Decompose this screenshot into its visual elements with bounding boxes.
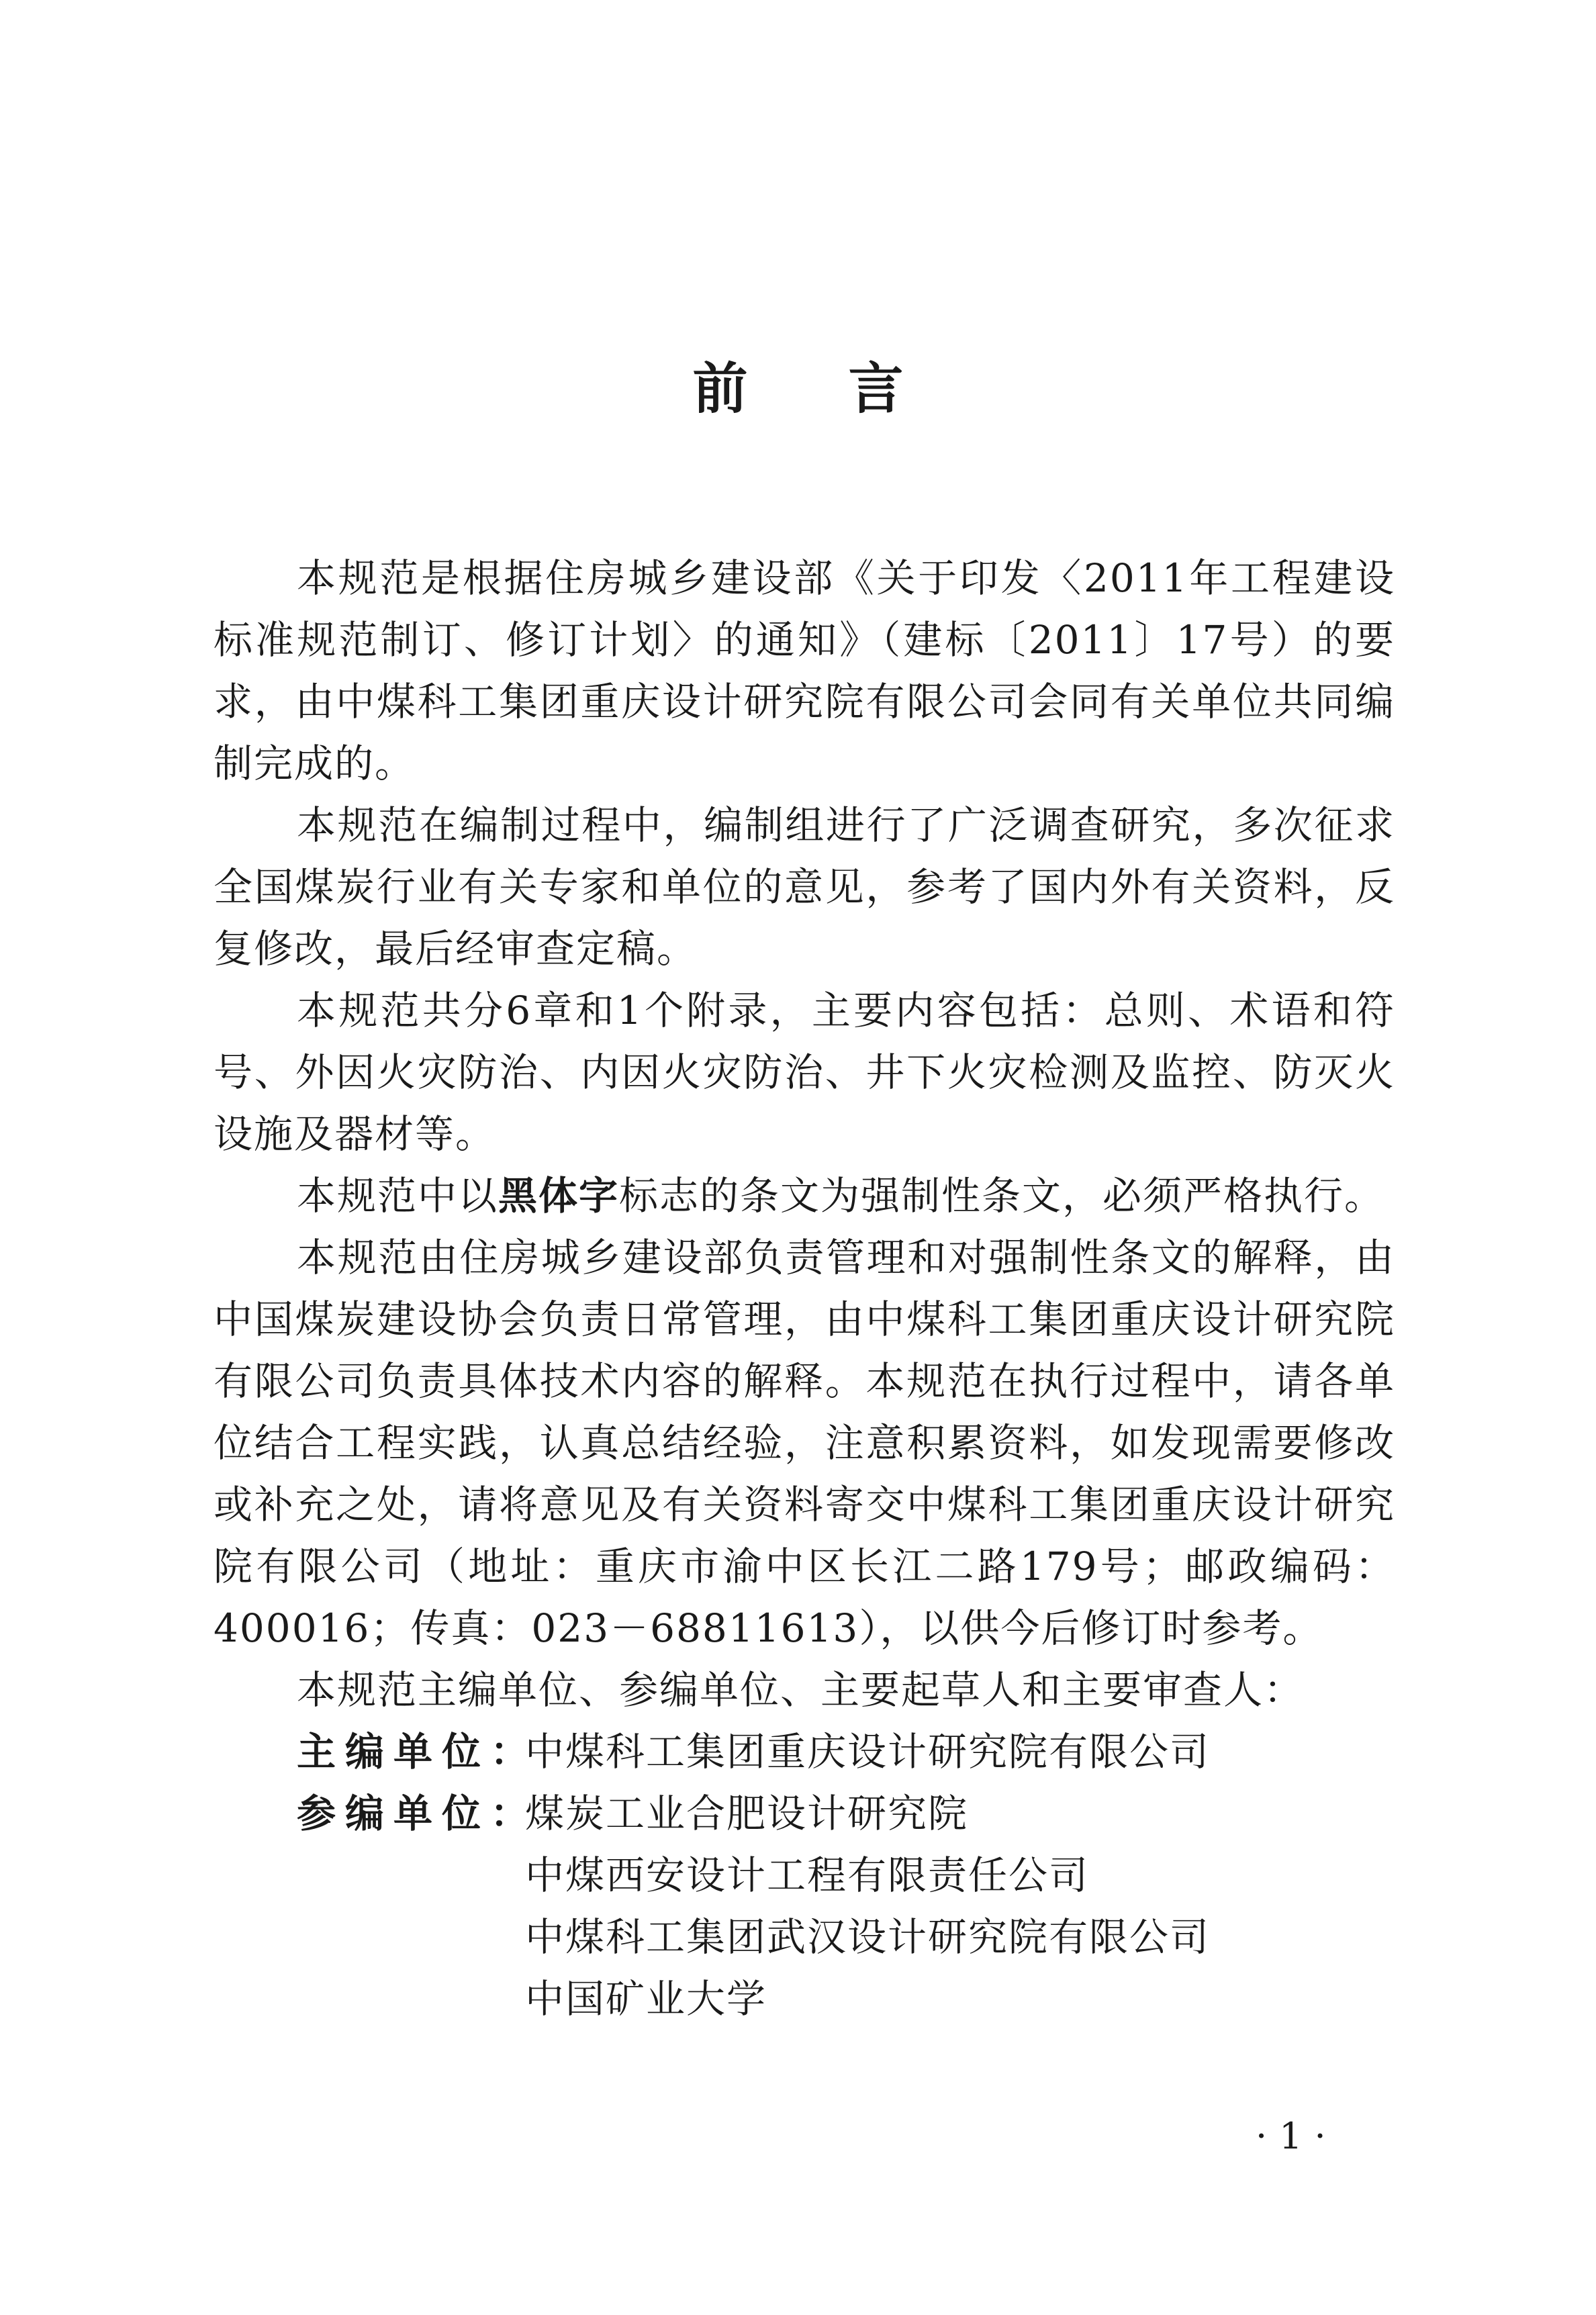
mandatory-bold-text: 黑体字 — [498, 1173, 620, 1219]
participating-unit: 煤炭工业合肥设计研究院 — [525, 1791, 969, 1836]
participating-unit: 中煤西安设计工程有限责任公司 — [525, 1852, 1090, 1898]
paragraph-basis: 本规范是根据住房城乡建设部《关于印发〈2011年工程建设标准规范制订、修订计划〉的通知》（建标〔2011〕17号）的要求，由中煤科工集团重庆设计研究院有限公司会同有关单位共同编制完成的。 — [214, 555, 1395, 786]
participating-unit: 中国矿业大学 — [525, 1976, 767, 2022]
chief-unit-value: 中煤科工集团重庆设计研究院有限公司 — [525, 1729, 1211, 1775]
paragraph-content: 本规范共分6章和1个附录，主要内容包括：总则、术语和符号、外因火灾防治、内因火灾防治、井下火灾检测及监控、防灭火设施及器材等。 — [214, 988, 1395, 1157]
paragraph-units-intro: 本规范主编单位、参编单位、主要起草人和主要审查人： — [297, 1667, 1305, 1713]
mandatory-suffix: 标志的条文为强制性条文，必须严格执行。 — [619, 1173, 1385, 1219]
mandatory-prefix: 本规范中以 — [297, 1173, 499, 1219]
participating-units-label: 参编单位： — [297, 1791, 539, 1836]
paragraph-process: 本规范在编制过程中，编制组进行了广泛调查研究，多次征求全国煤炭行业有关专家和单位的意见，参考了国内外有关资料，反复修改，最后经审查定稿。 — [214, 802, 1395, 972]
preface-body — [214, 547, 1395, 2030]
page-title: 前言 — [692, 357, 1004, 421]
paragraph-mandatory — [214, 1165, 1395, 1227]
participating-units-list — [525, 1783, 1210, 2030]
chief-unit-row — [214, 1721, 1395, 1783]
participating-units-row — [214, 1783, 1395, 2030]
chief-unit-label: 主编单位： — [297, 1729, 539, 1775]
paragraph-management: 本规范由住房城乡建设部负责管理和对强制性条文的解释，由中国煤炭建设协会负责日常管理，由中煤科工集团重庆设计研究院有限公司负责具体技术内容的解释。本规范在执行过程中，请各单位结合工程实践，认真总结经验，注意积累资料，如发现需要修改或补充之处，请将意见及有关资料寄交中煤科工集团重庆设计研究院有限公司（地址：重庆市渝中区长江二路179号；邮政编码：400016；传真：023－68811613），以供今后修订时参考。 — [214, 1235, 1395, 1651]
participating-unit: 中煤科工集团武汉设计研究院有限公司 — [525, 1914, 1211, 1960]
page-number: ·1· — [1256, 2115, 1338, 2157]
